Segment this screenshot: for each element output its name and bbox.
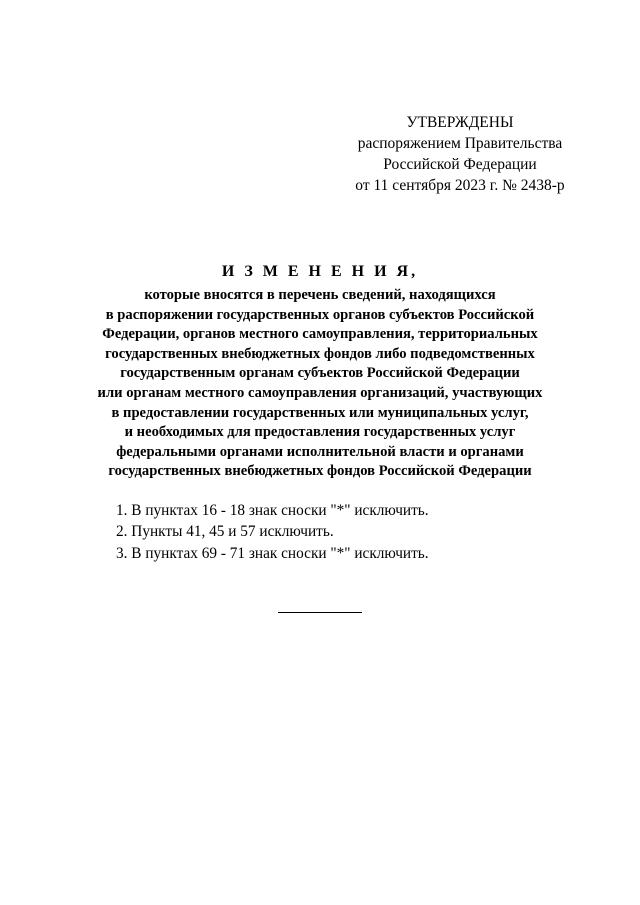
list-item: 3. В пунктах 69 - 71 знак сноски "*" исключить. bbox=[116, 544, 429, 562]
document-subtitle bbox=[0, 286, 640, 482]
subtitle-line: в распоряжении государственных органов субъектов Российской bbox=[105, 306, 535, 323]
subtitle-line: и необходимых для предоставления государственных услуг bbox=[124, 424, 516, 441]
end-divider bbox=[278, 612, 362, 613]
subtitle-line: или органам местного самоуправления организаций, участвующих bbox=[97, 384, 543, 401]
subtitle-line: Федерации, органов местного самоуправления, территориальных bbox=[102, 326, 538, 343]
approval-line: Российской Федерации bbox=[383, 156, 537, 173]
approval-line: от 11 сентября 2023 г. № 2438-р bbox=[355, 177, 565, 194]
document-heading: И З М Е Н Е Н И Я, bbox=[221, 263, 419, 280]
subtitle-line: государственным органам субъектов Российской Федерации bbox=[120, 365, 520, 382]
subtitle-line: федеральными органами исполнительной власти и органами bbox=[116, 443, 524, 460]
subtitle-line: государственных внебюджетных фондов Российской Федерации bbox=[108, 463, 532, 480]
list-item: 1. В пунктах 16 - 18 знак сноски "*" исключить. bbox=[116, 502, 429, 519]
approval-stamp bbox=[310, 112, 610, 196]
subtitle-line: в предоставлении государственных или муниципальных услуг, bbox=[111, 404, 529, 421]
changes-list bbox=[116, 500, 596, 564]
approval-line: УТВЕРЖДЕНЫ bbox=[406, 114, 514, 131]
subtitle-line: государственных внебюджетных фондов либо подведомственных bbox=[105, 345, 535, 362]
subtitle-line: которые вносятся в перечень сведений, находящихся bbox=[144, 287, 496, 303]
list-item: 2. Пункты 41, 45 и 57 исключить. bbox=[116, 523, 334, 541]
approval-line: распоряжением Правительства bbox=[357, 135, 563, 152]
